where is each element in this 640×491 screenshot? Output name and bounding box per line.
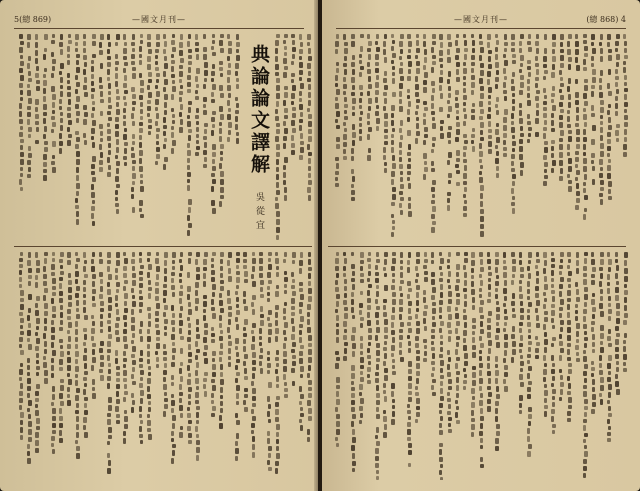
left-page <box>0 0 318 491</box>
text-column <box>162 34 168 240</box>
text-column <box>366 252 372 480</box>
text-column <box>306 34 312 240</box>
text-column <box>114 34 120 240</box>
text-column <box>342 34 348 240</box>
text-column <box>382 34 388 240</box>
left-lower-text <box>14 252 312 480</box>
text-column <box>606 34 612 240</box>
text-column <box>494 252 500 480</box>
text-column <box>358 252 364 480</box>
text-column <box>162 252 168 480</box>
text-column <box>210 252 216 480</box>
text-column <box>258 252 264 480</box>
text-column <box>510 34 516 240</box>
text-column <box>430 252 436 480</box>
text-column <box>574 34 580 240</box>
left-page-number: 5(總 869) <box>14 15 52 24</box>
text-column <box>90 34 96 240</box>
text-column <box>154 252 160 480</box>
text-column <box>550 252 556 480</box>
text-column <box>194 34 200 240</box>
text-column <box>622 34 628 240</box>
text-column <box>518 34 524 240</box>
text-column <box>398 34 404 240</box>
text-column <box>462 252 468 480</box>
text-column <box>242 252 248 480</box>
text-column <box>334 34 340 240</box>
text-column <box>42 252 48 480</box>
text-column <box>90 252 96 480</box>
text-column <box>58 252 64 480</box>
text-column <box>534 252 540 480</box>
text-column <box>598 252 604 480</box>
text-column <box>210 34 216 240</box>
text-column <box>18 34 24 240</box>
left-upper-text-left <box>14 34 240 240</box>
text-column <box>138 34 144 240</box>
text-column <box>202 34 208 240</box>
text-column <box>478 252 484 480</box>
text-column <box>542 252 548 480</box>
text-column <box>470 34 476 240</box>
text-column <box>226 34 232 240</box>
text-column <box>358 34 364 240</box>
text-column <box>590 252 596 480</box>
text-column <box>414 252 420 480</box>
text-column <box>34 34 40 240</box>
text-column <box>298 34 304 240</box>
text-column <box>342 252 348 480</box>
text-column <box>582 34 588 240</box>
text-column <box>82 252 88 480</box>
text-column <box>502 252 508 480</box>
text-column <box>550 34 556 240</box>
text-column <box>66 34 72 240</box>
text-column <box>194 252 200 480</box>
text-column <box>414 34 420 240</box>
text-column <box>334 252 340 480</box>
text-column <box>250 252 256 480</box>
text-column <box>306 252 312 480</box>
text-column <box>218 252 224 480</box>
text-column <box>186 34 192 240</box>
left-upper-text-right <box>268 34 312 240</box>
text-column <box>430 34 436 240</box>
text-column <box>438 34 444 240</box>
text-column <box>282 34 288 240</box>
text-column <box>422 34 428 240</box>
text-column <box>74 34 80 240</box>
text-column <box>114 252 120 480</box>
text-column <box>606 252 612 480</box>
text-column <box>566 34 572 240</box>
text-column <box>470 252 476 480</box>
text-column <box>350 252 356 480</box>
text-column <box>282 252 288 480</box>
text-column <box>178 252 184 480</box>
text-column <box>350 34 356 240</box>
left-page-header <box>14 12 304 29</box>
right-page-header <box>336 12 626 29</box>
text-column <box>494 34 500 240</box>
text-column <box>50 252 56 480</box>
text-column <box>446 34 452 240</box>
text-column <box>518 252 524 480</box>
text-column <box>178 34 184 240</box>
text-column <box>98 252 104 480</box>
text-column <box>202 252 208 480</box>
text-column <box>274 34 280 240</box>
text-column <box>526 252 532 480</box>
text-column <box>454 34 460 240</box>
text-column <box>274 252 280 480</box>
text-column <box>422 252 428 480</box>
text-column <box>374 34 380 240</box>
text-column <box>366 34 372 240</box>
text-column <box>34 252 40 480</box>
text-column <box>534 34 540 240</box>
text-column <box>290 34 296 240</box>
text-column <box>146 34 152 240</box>
text-column <box>218 34 224 240</box>
text-column <box>558 252 564 480</box>
right-running-head: —國文月刊— <box>454 15 508 24</box>
text-column <box>598 34 604 240</box>
text-column <box>298 252 304 480</box>
right-page <box>322 0 640 491</box>
text-column <box>122 34 128 240</box>
text-column <box>590 34 596 240</box>
text-column <box>66 252 72 480</box>
text-column <box>234 34 240 240</box>
text-column <box>106 34 112 240</box>
text-column <box>502 34 508 240</box>
text-column <box>406 252 412 480</box>
article-author: 吳從宜 <box>254 192 264 234</box>
text-column <box>266 252 272 480</box>
left-divider <box>14 246 312 247</box>
text-column <box>566 252 572 480</box>
text-column <box>382 252 388 480</box>
text-column <box>454 252 460 480</box>
right-page-number: (總 868) 4 <box>586 15 626 24</box>
text-column <box>582 252 588 480</box>
text-column <box>446 252 452 480</box>
article-title: 典論論文譯解 <box>248 44 270 176</box>
text-column <box>390 34 396 240</box>
text-column <box>82 34 88 240</box>
text-column <box>486 34 492 240</box>
text-column <box>26 252 32 480</box>
text-column <box>154 34 160 240</box>
right-lower-text <box>332 252 628 480</box>
text-column <box>130 252 136 480</box>
text-column <box>42 34 48 240</box>
text-column <box>406 34 412 240</box>
text-column <box>390 252 396 480</box>
text-column <box>26 34 32 240</box>
text-column <box>438 252 444 480</box>
text-column <box>106 252 112 480</box>
text-column <box>510 252 516 480</box>
text-column <box>18 252 24 480</box>
text-column <box>226 252 232 480</box>
text-column <box>186 252 192 480</box>
text-column <box>122 252 128 480</box>
text-column <box>170 252 176 480</box>
text-column <box>478 34 484 240</box>
right-divider <box>328 246 626 247</box>
text-column <box>74 252 80 480</box>
text-column <box>526 34 532 240</box>
text-column <box>462 34 468 240</box>
text-column <box>574 252 580 480</box>
left-running-head: —國文月刊— <box>132 15 186 24</box>
text-column <box>622 252 628 480</box>
text-column <box>98 34 104 240</box>
text-column <box>130 34 136 240</box>
text-column <box>558 34 564 240</box>
text-column <box>398 252 404 480</box>
text-column <box>58 34 64 240</box>
text-column <box>138 252 144 480</box>
text-column <box>146 252 152 480</box>
text-column <box>234 252 240 480</box>
text-column <box>50 34 56 240</box>
text-column <box>290 252 296 480</box>
text-column <box>486 252 492 480</box>
text-column <box>614 252 620 480</box>
text-column <box>170 34 176 240</box>
right-upper-text <box>332 34 628 240</box>
text-column <box>374 252 380 480</box>
text-column <box>614 34 620 240</box>
text-column <box>542 34 548 240</box>
